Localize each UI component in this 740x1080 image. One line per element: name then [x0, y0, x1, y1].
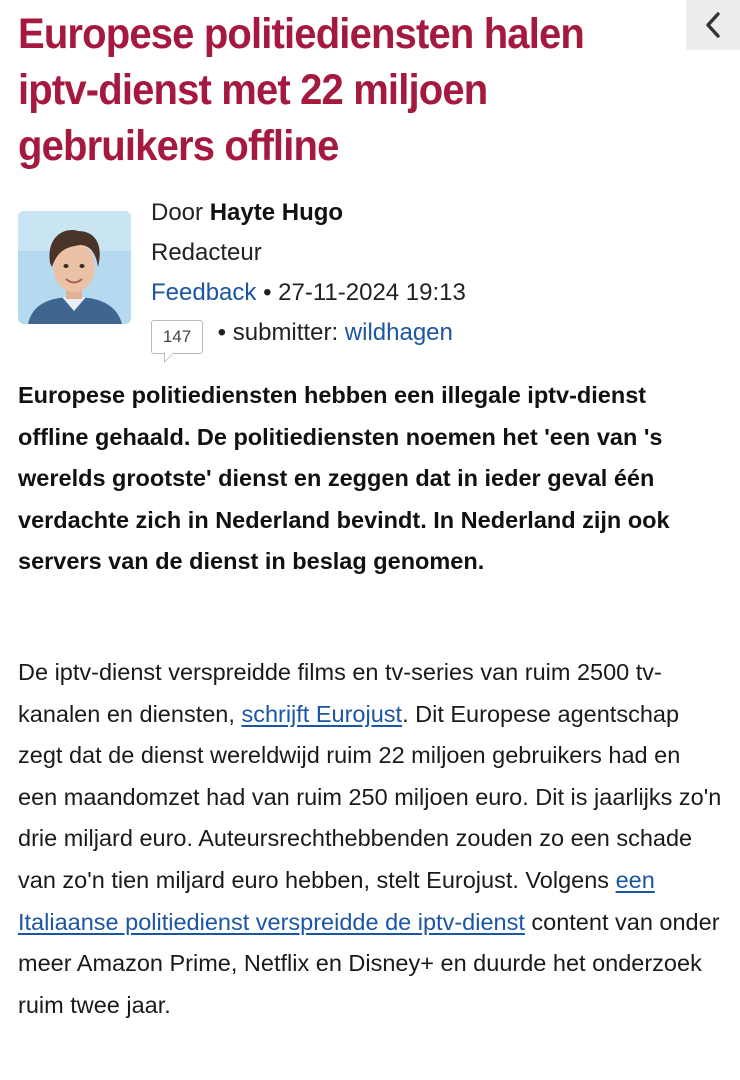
publish-timestamp: 27-11-2024 19:13 [278, 279, 466, 306]
meta-separator: • [263, 279, 272, 306]
author-avatar[interactable] [18, 211, 131, 324]
author-row [151, 193, 466, 233]
comment-count: 147 [162, 327, 192, 346]
eurojust-link[interactable]: schrijft Eurojust [241, 700, 403, 727]
author-name[interactable]: Hayte Hugo [209, 199, 344, 226]
body-text-1: De iptv-dienst verspreidde films en tv-series van ruim 2500 tv-kanalen en diensten, [18, 659, 662, 727]
chevron-left-icon [702, 10, 724, 40]
article-title: Europese politiediensten halen iptv-dienst met 22 miljoen gebruikers offline [18, 10, 584, 170]
comment-count-badge[interactable] [151, 320, 203, 354]
byline [151, 193, 466, 353]
submitter-label: • submitter: [217, 319, 339, 346]
author-role: Redacteur [151, 239, 262, 266]
article-intro: Europese politiediensten hebben een illegale iptv-dienst offline gehaald. De politiediensten noemen het 'een van 's werelds grootste' dienst en zeggen dat in ieder geval één verdachte zich in Nederland bevindt. In Nederland zijn ook servers van de dienst in beslag genomen. [18, 382, 670, 574]
body-text-3: content van onder meer Amazon Prime, Netflix en Disney+ en duurde het onderzoek ruim twee jaar. [18, 908, 720, 1018]
feedback-link[interactable]: Feedback [151, 279, 257, 306]
body-text-2: . Dit Europese agentschap zegt dat de dienst wereldwijd ruim 22 miljoen gebruikers had en een maandomzet had van ruim 250 miljoen euro. Dit is jaarlijks zo'n drie miljard euro. Auteursrechthebbenden zouden zo een schade van zo'n tien miljard euro hebben, stelt Eurojust. Volgens [18, 700, 722, 893]
submitter-link[interactable]: wildhagen [344, 319, 453, 346]
article-body [18, 652, 723, 1026]
meta-row [151, 273, 466, 313]
author-prefix: Door [151, 199, 204, 226]
back-button[interactable] [686, 0, 740, 50]
comments-row [151, 313, 466, 353]
italian-police-link[interactable]: een Italiaanse politiedienst verspreidde de iptv-dienst [18, 866, 655, 935]
